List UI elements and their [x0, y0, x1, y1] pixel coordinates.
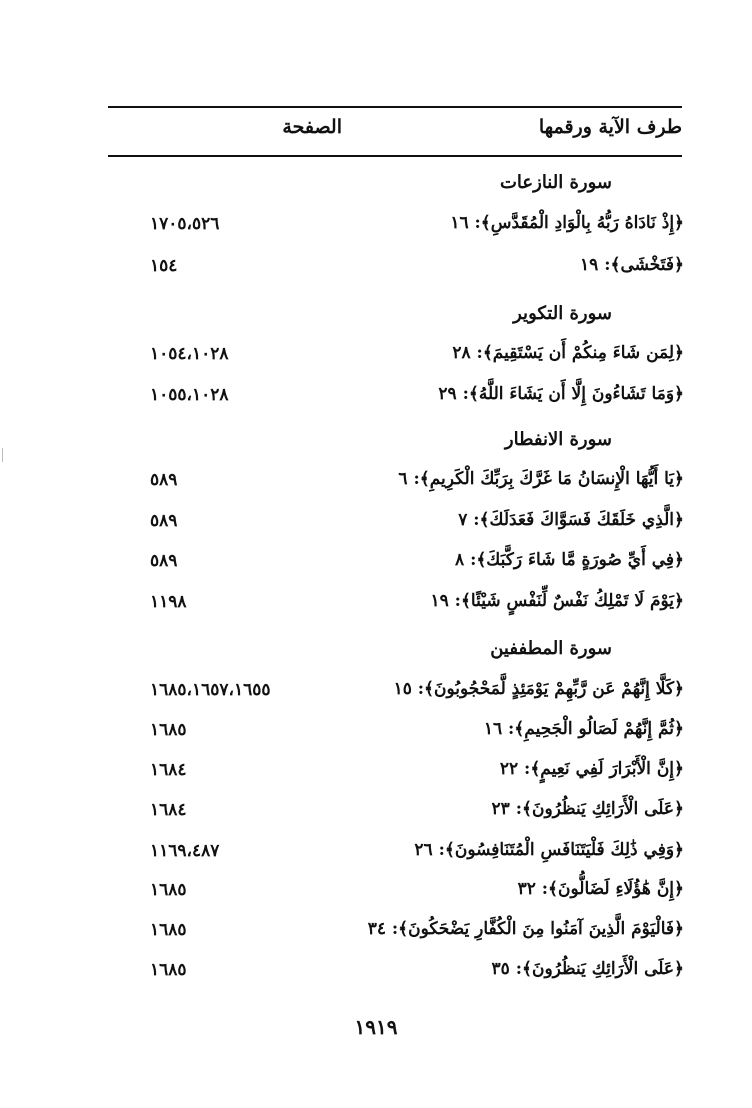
verse-entry: ﴿وَمَا تَشَاءُونَ إِلَّا أَن يَشَاءَ اللَّهُ﴾: ٢٩ — [438, 384, 684, 404]
header-top-rule — [108, 106, 682, 108]
verse-entry: ﴿ثُمَّ إِنَّهُمْ لَصَالُو الْجَحِيمِ﴾: ١٦ — [483, 719, 684, 739]
verse-entry: ﴿يَوْمَ لَا تَمْلِكُ نَفْسٌ لِّنَفْسٍ شَيْئًا﴾: ١٩ — [430, 591, 684, 611]
verse-entry: ﴿إِنَّ الْأَبْرَارَ لَفِي نَعِيمٍ﴾: ٢٢ — [499, 759, 684, 779]
ayah-column-header: طرف الآية ورقمها — [538, 116, 682, 138]
page-ref: ٥٨٩ — [150, 470, 178, 490]
page-ref: ١٥٤ — [150, 256, 178, 276]
page-ref: ٥٨٩ — [150, 551, 178, 571]
verse-entry: ﴿إِذْ نَادَاهُ رَبُّهُ بِالْوَادِ الْمُقَدَّسِ﴾: ١٦ — [450, 213, 684, 233]
verse-entry: ﴿إِنَّ هَٰؤُلَاءِ لَضَالُّونَ﴾: ٣٢ — [517, 879, 684, 899]
page-ref: ١٦٨٤ — [150, 800, 187, 820]
page-ref: ١٦٨٥ — [150, 960, 187, 980]
page-ref: ١١٩٨ — [150, 592, 187, 612]
surah-heading: سورة المطففين — [490, 638, 612, 659]
verse-entry: ﴿الَّذِي خَلَقَكَ فَسَوَّاكَ فَعَدَلَكَ﴾: ٧ — [458, 510, 684, 530]
verse-entry: ﴿عَلَى الْأَرَائِكِ يَنظُرُونَ﴾: ٣٥ — [491, 959, 684, 979]
page-ref: ١٦٨٥،١٦٥٧،١٦٥٥ — [150, 680, 271, 700]
verse-entry: ﴿فِي أَيِّ صُورَةٍ مَّا شَاءَ رَكَّبَكَ﴾: ٨ — [455, 550, 684, 570]
page-ref: ١١٦٩،٤٨٧ — [150, 841, 220, 861]
verse-entry: ﴿وَفِي ذَٰلِكَ فَلْيَتَنَافَسِ الْمُتَنَافِسُونَ﴾: ٢٦ — [414, 840, 684, 860]
page-ref: ١٦٨٥ — [150, 920, 187, 940]
page-ref: ١٧٠٥،٥٢٦ — [150, 214, 220, 234]
margin-mark — [2, 448, 3, 462]
verse-entry: ﴿كَلَّا إِنَّهُمْ عَن رَّبِّهِمْ يَوْمَئِذٍ لَّمَحْجُوبُونَ﴾: ١٥ — [393, 679, 684, 699]
header-bottom-rule — [108, 155, 682, 157]
page-ref: ١٠٥٥،١٠٢٨ — [150, 385, 229, 405]
page-ref: ١٦٨٥ — [150, 720, 187, 740]
verse-entry: ﴿عَلَى الْأَرَائِكِ يَنظُرُونَ﴾: ٢٣ — [491, 799, 684, 819]
surah-heading: سورة التكوير — [513, 303, 612, 324]
page-ref: ١٦٨٤ — [150, 760, 187, 780]
verse-entry: ﴿فَتَخْشَى﴾: ١٩ — [580, 255, 684, 275]
surah-heading: سورة الانفطار — [504, 429, 612, 450]
page-ref: ١٦٨٥ — [150, 880, 187, 900]
page-ref: ١٠٥٤،١٠٢٨ — [150, 344, 229, 364]
verse-entry: ﴿لِمَن شَاءَ مِنكُمْ أَن يَسْتَقِيمَ﴾: ٢٨ — [452, 343, 684, 363]
page-column-header: الصفحة — [282, 116, 342, 138]
page-number: ١٩١٩ — [354, 1015, 398, 1039]
surah-heading: سورة النازعات — [499, 172, 612, 193]
verse-entry: ﴿فَالْيَوْمَ الَّذِينَ آمَنُوا مِنَ الْكُفَّارِ يَضْحَكُونَ﴾: ٣٤ — [367, 919, 684, 939]
page-ref: ٥٨٩ — [150, 511, 178, 531]
verse-entry: ﴿يَا أَيُّهَا الْإِنسَانُ مَا غَرَّكَ بِرَبِّكَ الْكَرِيمِ﴾: ٦ — [398, 469, 684, 489]
